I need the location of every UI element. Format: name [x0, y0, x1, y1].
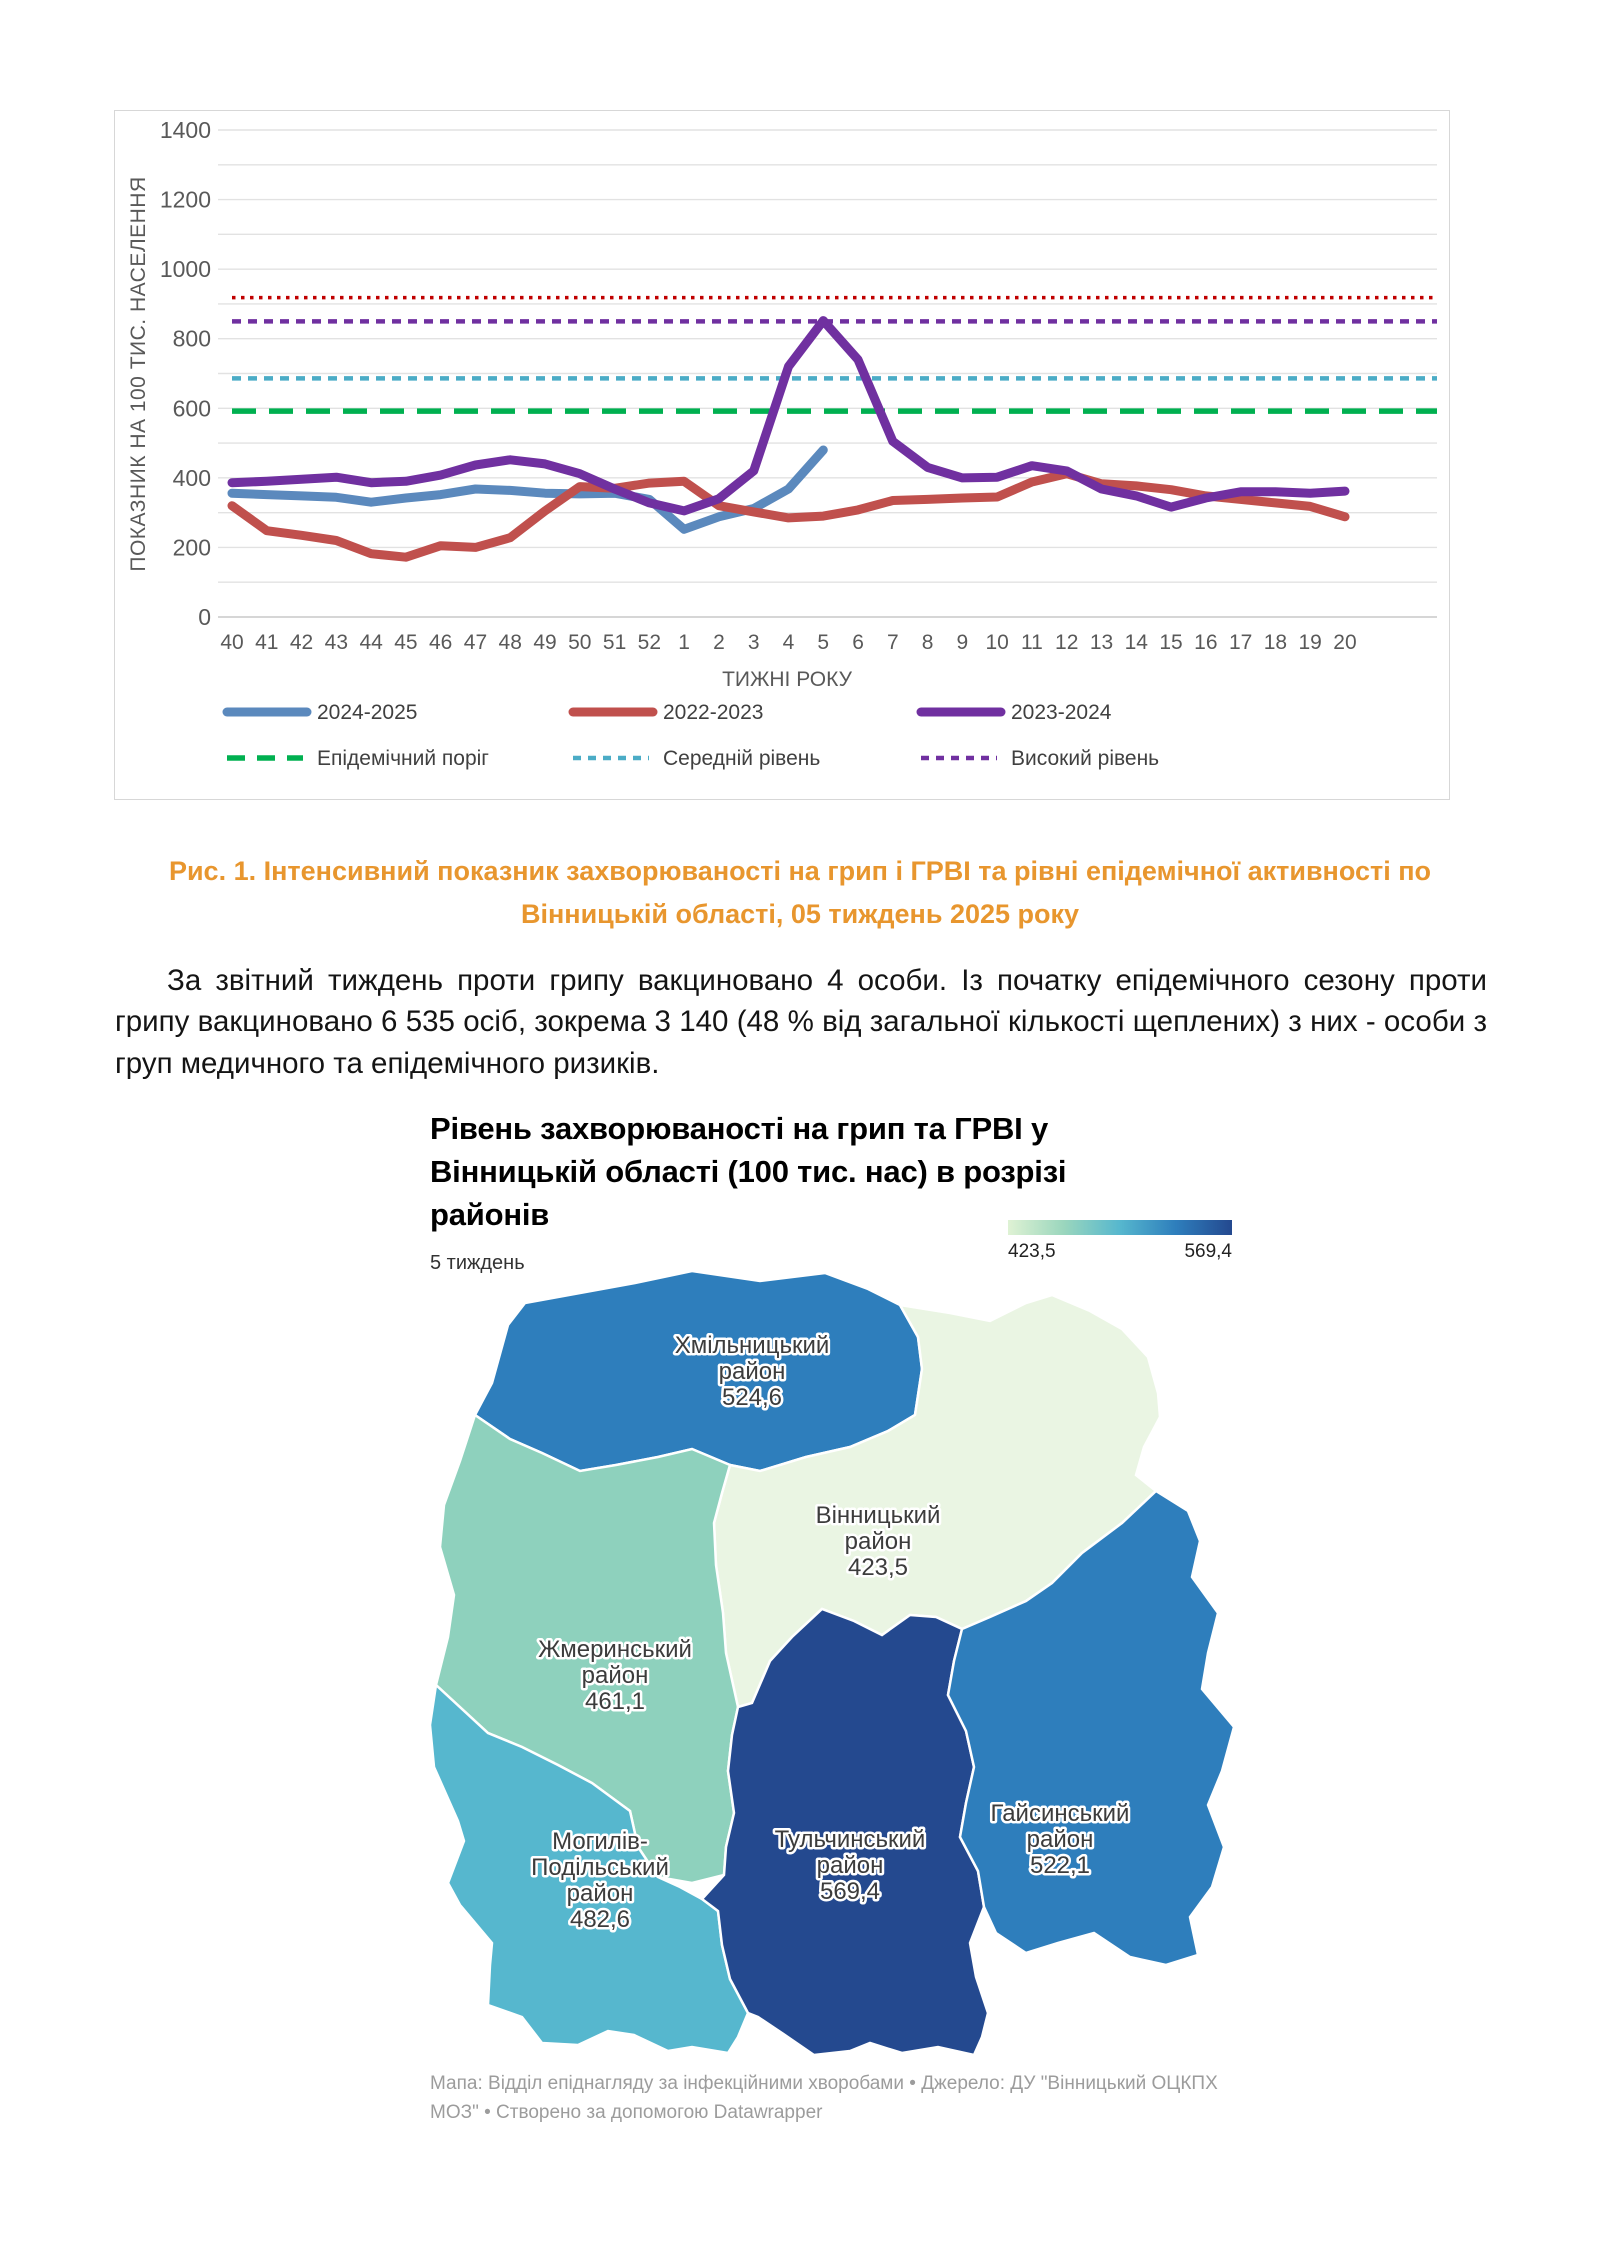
svg-text:2023-2024: 2023-2024 — [1011, 701, 1112, 724]
svg-text:6: 6 — [852, 631, 864, 654]
x-axis-title: ТИЖНІ РОКУ — [722, 668, 852, 691]
svg-text:2022-2023: 2022-2023 — [663, 701, 764, 724]
chart-x-tick-labels — [220, 631, 1356, 654]
label-zhmerynskyi: Жмеринський район 461,1 — [538, 1636, 692, 1715]
svg-text:13: 13 — [1089, 631, 1114, 654]
svg-text:10: 10 — [985, 631, 1009, 654]
svg-text:51: 51 — [602, 631, 627, 654]
label-vinnytskyi: Вінницький район 423,5 — [815, 1502, 941, 1581]
svg-text:43: 43 — [324, 631, 349, 654]
svg-text:800: 800 — [172, 325, 211, 352]
svg-text:Середній рівень: Середній рівень — [663, 747, 821, 770]
svg-text:45: 45 — [394, 631, 418, 654]
svg-text:14: 14 — [1124, 631, 1148, 654]
svg-text:42: 42 — [289, 631, 314, 654]
svg-text:4: 4 — [782, 631, 795, 654]
map-title: Рівень захворюваності на грип та ГРВІ у Вінницькій області (100 тис. нас) в розрізі районів — [430, 1111, 1067, 1232]
color-gradient-bar — [1008, 1220, 1232, 1235]
svg-text:49: 49 — [533, 631, 557, 654]
svg-text:41: 41 — [255, 631, 279, 654]
svg-text:12: 12 — [1055, 631, 1079, 654]
svg-text:5: 5 — [817, 631, 830, 654]
svg-text:1000: 1000 — [159, 256, 211, 283]
svg-text:18: 18 — [1263, 631, 1288, 654]
label-haisynskyi: Гайсинський район 522,1 — [990, 1800, 1130, 1879]
svg-text:0: 0 — [198, 604, 211, 630]
label-mohyliv-podilskyi: Могилів-Подільський район 482,6 — [531, 1828, 669, 1933]
map-section — [430, 1108, 1242, 2123]
svg-text:50: 50 — [568, 631, 592, 654]
svg-text:40: 40 — [220, 631, 244, 654]
svg-text:16: 16 — [1194, 631, 1218, 654]
scale-max-label: 569,4 — [1184, 1241, 1232, 1262]
chart-legend — [227, 701, 1159, 770]
chart-y-tick-labels — [160, 117, 211, 630]
vaccination-paragraph: За звітний тиждень проти грипу вакциновано 4 особи. Із початку епідемічного сезону проти грипу вакциновано 6 535 осіб, зокрема 3 140 (48 % від загальної кількості щеплених) з них - особи з груп медичного та епідемічного ризиків. — [115, 964, 1487, 1080]
svg-text:48: 48 — [498, 631, 522, 654]
svg-text:17: 17 — [1228, 631, 1253, 654]
scale-min-label: 423,5 — [1008, 1241, 1056, 1262]
svg-text:3: 3 — [747, 631, 760, 654]
chart-reference-lines — [232, 298, 1437, 411]
svg-text:8: 8 — [921, 631, 934, 654]
map-subtitle: 5 тиждень — [430, 1252, 525, 1275]
svg-text:11: 11 — [1021, 631, 1043, 654]
flu-incidence-chart — [114, 110, 1450, 800]
vinnytsia-districts-map — [430, 1265, 1242, 2057]
svg-text:15: 15 — [1159, 631, 1183, 654]
svg-text:1400: 1400 — [159, 117, 211, 143]
svg-text:52: 52 — [637, 631, 662, 654]
svg-text:7: 7 — [886, 631, 899, 654]
figure-caption: Рис. 1. Інтенсивний показник захворюваності на грип і ГРВІ та рівні епідемічної активності по Вінницькій області, 05 тиждень 2025 року — [168, 856, 1432, 930]
svg-text:47: 47 — [463, 631, 488, 654]
svg-text:400: 400 — [172, 464, 211, 491]
svg-text:Епідемічний поріг: Епідемічний поріг — [317, 747, 489, 770]
svg-text:600: 600 — [172, 395, 211, 422]
svg-text:20: 20 — [1333, 631, 1357, 654]
svg-text:Високий рівень: Високий рівень — [1011, 747, 1160, 770]
map-color-scale — [1008, 1220, 1232, 1263]
svg-text:46: 46 — [429, 631, 453, 654]
svg-text:2024-2025: 2024-2025 — [317, 701, 418, 724]
epidemic-chart-svg — [115, 111, 1447, 797]
svg-text:9: 9 — [956, 631, 969, 654]
y-axis-title: ПОКАЗНИК НА 100 ТИС. НАСЕЛЕННЯ — [127, 176, 150, 572]
map-footer: Мапа: Відділ епіднагляду за інфекційними хворобами • Джерело: ДУ "Вінницький ОЦКПХ МОЗ" • Створено за допомогою Datawrapper — [430, 2073, 1218, 2123]
chart-gridlines — [218, 130, 1437, 617]
svg-text:44: 44 — [359, 631, 383, 654]
label-khmilnytskyi: Хмільницький район 524,6 — [674, 1332, 830, 1411]
svg-text:19: 19 — [1298, 631, 1322, 654]
svg-text:1: 1 — [678, 631, 690, 654]
district-khmilnytskyi — [475, 1271, 922, 1471]
chart-series-lines — [232, 321, 1345, 558]
svg-text:1200: 1200 — [159, 186, 211, 213]
svg-text:2: 2 — [713, 631, 725, 654]
svg-text:200: 200 — [172, 534, 211, 561]
label-tulchynskyi: Тульчинський район 569,4 — [774, 1826, 926, 1905]
